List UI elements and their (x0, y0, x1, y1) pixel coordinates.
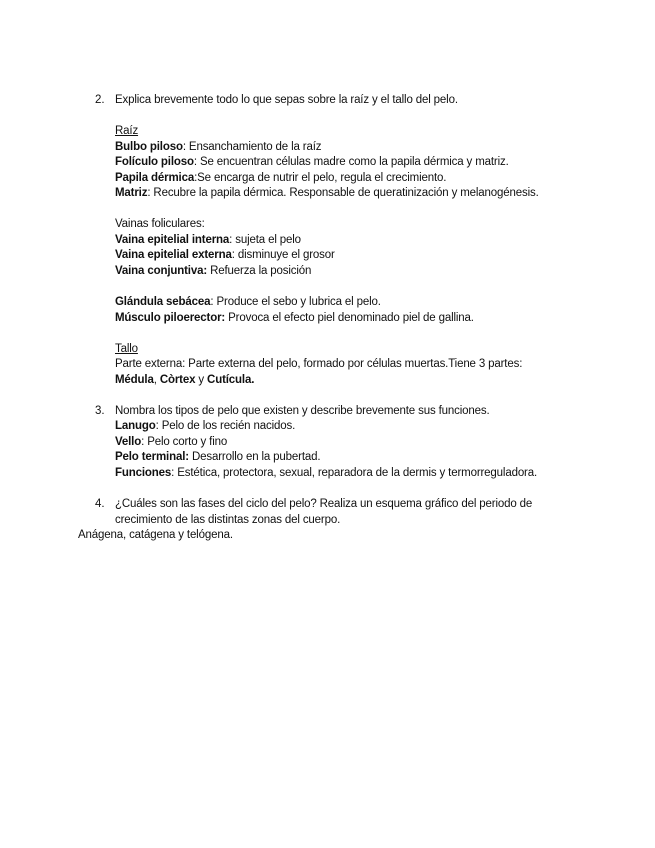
q3-item-vello (115, 435, 227, 450)
definition: :Se encarga de nutrir el pelo, regula el crecimiento. (194, 172, 447, 184)
term: Bulbo piloso (115, 141, 183, 153)
term: Funciones (115, 467, 172, 479)
q3-item-lanugo (115, 419, 295, 434)
item-musculo (115, 311, 474, 326)
definition: : Pelo de los recién nacidos. (155, 420, 296, 432)
q3-item-funciones (115, 466, 537, 481)
definition: : Produce el sebo y lubrica el pelo. (210, 296, 381, 308)
vaina-item-externa (115, 248, 335, 263)
raiz-item-matriz (115, 186, 539, 201)
term: Matriz (115, 187, 148, 199)
definition: : Estética, protectora, sexual, reparadora de la dermis y termorreguladora. (171, 467, 538, 479)
definition: Provoca el efecto piel denominado piel de gallina. (225, 312, 474, 324)
term: Vaina conjuntiva: (115, 265, 208, 277)
term: Pelo terminal: (115, 451, 189, 463)
q3-number: 3. (95, 405, 105, 417)
definition: : Recubre la papila dérmica. Responsable de queratinización y melanogénesis. (147, 187, 539, 199)
raiz-heading: Raíz (115, 125, 139, 137)
q3-item-terminal (115, 450, 320, 465)
vainas-heading: Vainas foliculares: (115, 218, 205, 230)
item-glandula (115, 295, 381, 310)
part-medula: Médula (115, 374, 154, 386)
tallo-heading: Tallo (115, 343, 138, 355)
q4-answer: Anágena, catágena y telógena. (78, 529, 233, 541)
term: Lanugo (115, 420, 156, 432)
q2-question: Explica brevemente todo lo que sepas sobre la raíz y el tallo del pelo. (115, 94, 458, 106)
q4-number: 4. (95, 498, 105, 510)
tallo-text: Parte externa: Parte externa del pelo, formado por células muertas.Tiene 3 partes: (115, 358, 523, 370)
definition: : Pelo corto y fino (141, 436, 228, 448)
definition: : disminuye el grosor (231, 249, 335, 261)
term: Folículo piloso (115, 156, 194, 168)
separator: y (195, 374, 208, 386)
term: Vaina epitelial externa (115, 249, 232, 261)
vaina-item-interna (115, 233, 301, 248)
tallo-parts (115, 373, 254, 388)
definition: : Ensanchamiento de la raíz (182, 141, 322, 153)
raiz-item-bulbo (115, 140, 321, 155)
term: Vaina epitelial interna (115, 234, 230, 246)
q4-question-line1: ¿Cuáles son las fases del ciclo del pelo? Realiza un esquema gráfico del periodo de (115, 498, 533, 510)
q2-number: 2. (95, 94, 105, 106)
raiz-item-papila (115, 171, 446, 186)
term: Vello (115, 436, 142, 448)
part-cortex: Còrtex (159, 374, 196, 386)
definition: Desarrollo en la pubertad. (188, 451, 321, 463)
definition: Refuerza la posición (207, 265, 312, 277)
term: Músculo piloerector: (115, 312, 226, 324)
term: Papila dérmica (115, 172, 195, 184)
separator: , (153, 374, 160, 386)
q3-question: Nombra los tipos de pelo que existen y describe brevemente sus funciones. (115, 405, 490, 417)
definition: : Se encuentran células madre como la papila dérmica y matriz. (193, 156, 509, 168)
vaina-item-conjuntiva (115, 264, 311, 279)
q4-question-line2: crecimiento de las distintas zonas del cuerpo. (115, 514, 341, 526)
term: Glándula sebácea (115, 296, 211, 308)
part-cuticula: Cutícula. (207, 374, 255, 386)
raiz-item-foliculo (115, 155, 509, 170)
definition: : sujeta el pelo (229, 234, 301, 246)
